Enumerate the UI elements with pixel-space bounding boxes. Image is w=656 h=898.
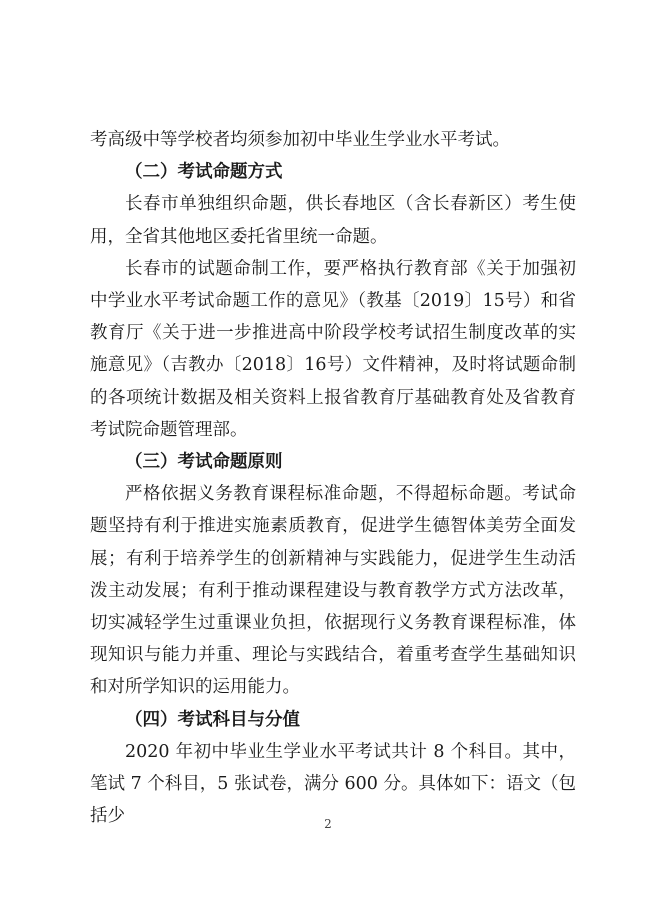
section-heading-3: （三）考试命题原则 (125, 452, 283, 473)
paragraph-proposition-work: 长春市的试题命制工作，要严格执行教育部《关于加强初中学业水平考试命题工作的意见》（教基〔2019〕15号）和省教育厅《关于进一步推进高中阶段学校考试招生制度改革的实施意见》（吉教办〔2018〕16号）文件精神，及时将试题命制的各项统计数据及相关资料上报省教育厅基础教育处及省教育考试院命题管理部。 (90, 258, 576, 440)
paragraph-intro: 考高级中等学校者均须参加初中毕业生学业水平考试。 (90, 130, 510, 150)
paragraph-proposition-method: 长春市单独组织命题，供长春地区（含长春新区）考生使用，全省其他地区委托省里统一命题。 (90, 194, 576, 247)
section-heading-4: （四）考试科目与分值 (125, 709, 300, 730)
paragraph-proposition-principles: 严格依据义务教育课程标准命题，不得超标命题。考试命题坚持有利于推进实施素质教育，促进学生德智体美劳全面发展；有利于培养学生的创新精神与实践能力，促进学生生动活泼主动发展；有利于推动课程建设与教育教学方式方法改革，切实减轻学生过重课业负担，依据现行义务教育课程标准，体现知识与能力并重、理论与实践结合，着重考查学生基础知识和对所学知识的运用能力。 (90, 484, 576, 698)
page-number: 2 (324, 817, 332, 831)
document-body (90, 124, 576, 832)
paragraph-subjects-scores: 2020 年初中毕业生学业水平考试共计 8 个科目。其中，笔试 7 个科目，5 张试卷，满分 600 分。具体如下：语文（包括少 (90, 741, 576, 827)
section-heading-2: （二）考试命题方式 (125, 162, 283, 183)
